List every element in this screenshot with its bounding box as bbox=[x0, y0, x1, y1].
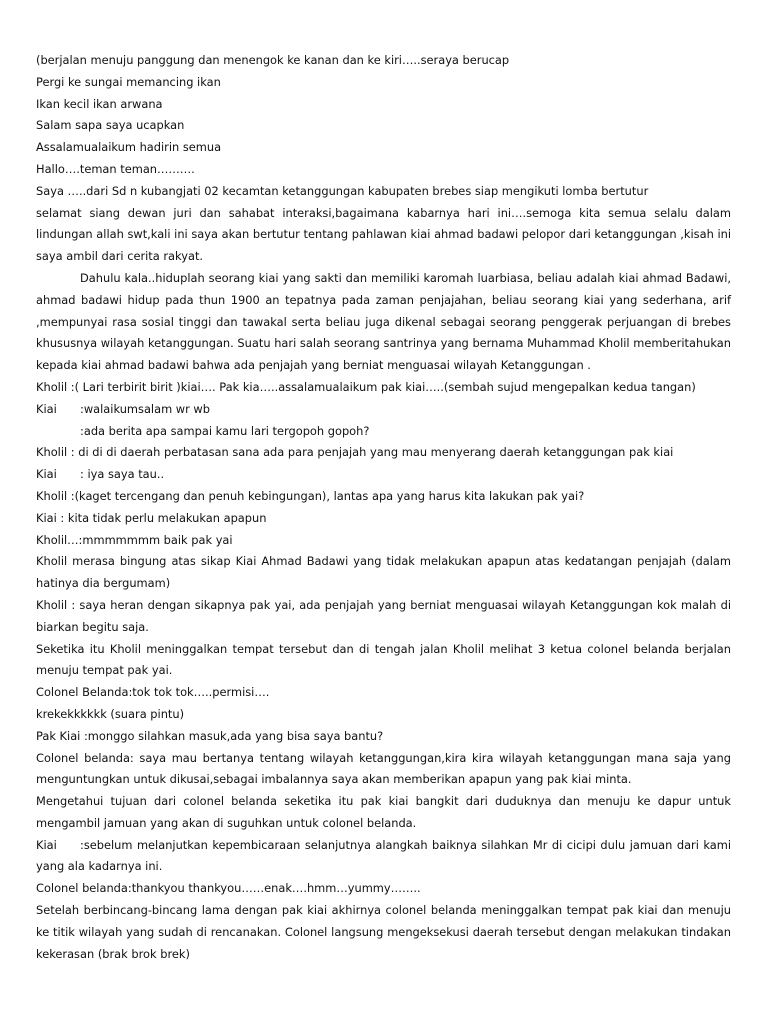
paragraph: Hallo….teman teman………. bbox=[36, 161, 195, 176]
dialogue-line: Kiai : kita tidak perlu melakukan apapun bbox=[36, 510, 267, 525]
dialogue-line: :ada berita apa sampai kamu lari tergopoh gopoh? bbox=[80, 423, 370, 438]
pantun-line: Salam sapa saya ucapkan bbox=[36, 118, 185, 133]
paragraph: krekekkkkkk (suara pintu) bbox=[36, 706, 185, 721]
paragraph: Seketika itu Kholil meninggalkan tempat tersebut dan di tengah jalan Kholil melihat 3 ketua colonel belanda berjalan menuju tempat pak yai. bbox=[36, 641, 731, 678]
dialogue-line: Colonel Belanda:tok tok tok…..permisi…. bbox=[36, 685, 270, 700]
pantun-line: Assalamualaikum hadirin semua bbox=[36, 140, 222, 155]
paragraph: Saya …..dari Sd n kubangjati 02 kecamtan ketanggungan kabupaten brebes siap mengikuti lomba bertutur bbox=[36, 183, 649, 198]
dialogue-text: :walaikumsalam wr wb bbox=[80, 401, 210, 416]
dialogue-line: Colonel belanda:thankyou thankyou……enak….hmm…yummy…….. bbox=[36, 881, 421, 896]
document-page bbox=[36, 50, 731, 965]
story-paragraph: Dahulu kala..hiduplah seorang kiai yang sakti dan memiliki karomah luarbiasa, beliau adalah kiai ahmad Badawi, ahmad badawi hidup pada thun 1900 an tepatnya pada zaman penjajahan, beliau seorang kiai yang sederhana, arif ,mempunyai rasa sosial tinggi dan tawakal serta beliau juga dikenal sebagai seorang penggerak perjuangan di brebes khususnya wilayah ketanggungan. Suatu hari salah seorang santrinya yang bernama Muhammad Kholil memberitahukan kepada kiai ahmad badawi bahwa ada penjajah yang berniat menguasai wilayah Ketanggungan . bbox=[36, 270, 731, 373]
pantun-line: Ikan kecil ikan arwana bbox=[36, 96, 163, 111]
paragraph: Mengetahui tujuan dari colonel belanda seketika itu pak kiai bangkit dari duduknya dan menuju ke dapur untuk mengambil jamuan yang akan di suguhkan untuk colonel belanda. bbox=[36, 794, 731, 830]
dialogue-text: :sebelum melanjutkan kepembicaraan selanjutnya alangkah baiknya silahkan Mr di cicipi dulu jamuan dari kami yang ala kadarnya ini. bbox=[36, 837, 731, 874]
dialogue-line: Kholil : di di di daerah perbatasan sana ada para penjajah yang mau menyerang daerah ketanggungan pak kiai bbox=[36, 445, 674, 460]
pantun-line: Pergi ke sungai memancing ikan bbox=[36, 74, 221, 89]
dialogue-line bbox=[36, 835, 731, 879]
dialogue-line: Colonel belanda: saya mau bertanya tentang wilayah ketanggungan,kira kira wilayah ketanggungan mana saja yang menguntungkan untuk dikusai,sebagai imbalannya saya akan memberikan apapun yang pak kiai minta. bbox=[36, 750, 731, 787]
dialogue-line bbox=[36, 464, 731, 486]
paragraph: (berjalan menuju panggung dan menengok ke kanan dan ke kiri…..seraya berucap bbox=[36, 53, 510, 67]
dialogue-text: : iya saya tau.. bbox=[80, 467, 165, 482]
dialogue-line bbox=[36, 399, 731, 421]
dialogue-line: Kholil :( Lari terbirit birit )kiai…. Pak kia…..assalamualaikum pak kiai…..(sembah sujud mengepalkan kedua tangan) bbox=[36, 379, 696, 394]
dialogue-line: Pak Kiai :monggo silahkan masuk,ada yang bisa saya bantu? bbox=[36, 728, 384, 743]
paragraph: Setelah berbincang-bincang lama dengan pak kiai akhirnya colonel belanda meninggalkan tempat pak kiai dan menuju ke titik wilayah yang sudah di rencanakan. Colonel langsung mengeksekusi daerah tersebut dengan melakukan tindakan kekerasan (brak brok brek) bbox=[36, 903, 731, 961]
paragraph: Kholil merasa bingung atas sikap Kiai Ahmad Badawi yang tidak melakukan apapun atas kedatangan penjajah (dalam hatinya dia bergumam) bbox=[36, 554, 731, 591]
paragraph: selamat siang dewan juri dan sahabat interaksi,bagaimana kabarnya hari ini….semoga kita semua selalu dalam lindungan allah swt,kali ini saya akan bertutur tentang pahlawan kiai ahmad badawi pelopor dari ketanggungan ,kisah ini saya ambil dari cerita rakyat. bbox=[36, 205, 731, 264]
dialogue-line: Kholil :(kaget tercengang dan penuh kebingungan), lantas apa yang harus kita lakukan pak yai? bbox=[36, 488, 585, 503]
speaker-label: Kiai bbox=[36, 467, 57, 482]
dialogue-line: Kholil : saya heran dengan sikapnya pak yai, ada penjajah yang berniat menguasai wilayah Ketanggungan kok malah di biarkan begitu saja. bbox=[36, 597, 731, 634]
speaker-label: Kiai bbox=[36, 401, 57, 416]
speaker-label: Kiai bbox=[36, 837, 57, 852]
dialogue-line: Kholil…:mmmmmmm baik pak yai bbox=[36, 532, 233, 547]
